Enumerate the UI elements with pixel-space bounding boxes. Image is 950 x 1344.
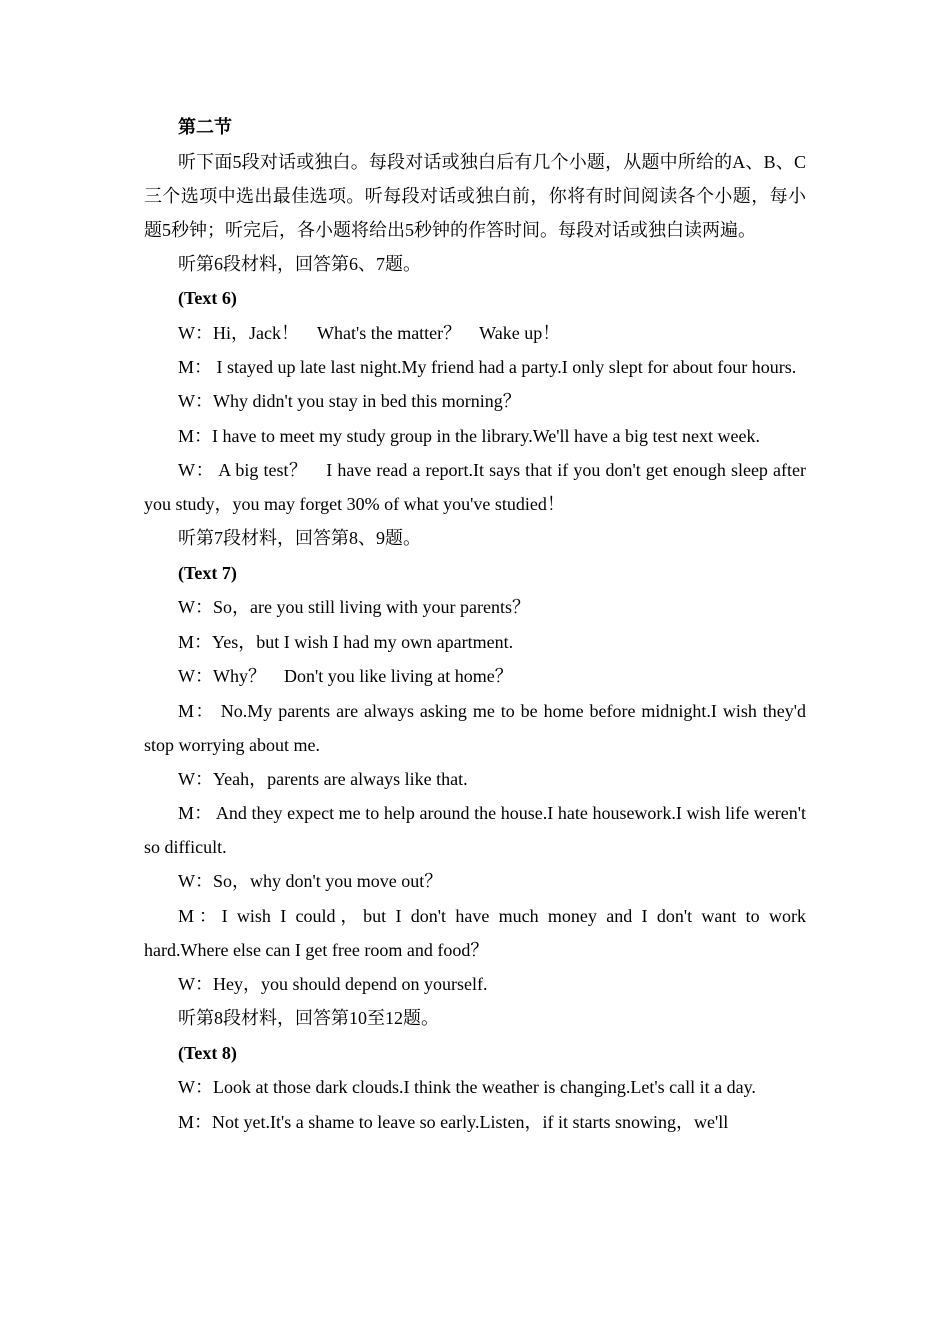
dialogue-line: W：Why didn't you stay in bed this morning？	[178, 391, 521, 411]
dialogue-line: W：So，why don't you move out？	[178, 871, 443, 891]
text-6-label: (Text 6)	[178, 288, 237, 308]
dialogue-line: M：I wish I could，but I don't have much money and I don't want to work hard.Where else can I get free room and food？	[144, 905, 806, 960]
section-heading: 第二节	[178, 117, 232, 137]
dialogue-line: M： No.My parents are always asking me to be home before midnight.I wish they'd stop worrying about me.	[144, 700, 806, 755]
text-8-label: (Text 8)	[178, 1042, 237, 1063]
dialogue-line: W：Hey，you should depend on yourself.	[178, 973, 488, 994]
instructions-paragraph: 听下面5段对话或独白。每段对话或独白后有几个小题，从题中所给的A、B、C三个选项中选出最佳选项。听每段对话或独白前，你将有时间阅读各个小题，每小题5秒钟；听完后，各小题将给出5秒钟的作答时间。每段对话或独白读两遍。	[144, 151, 806, 240]
text-7-label: (Text 7)	[178, 562, 237, 583]
dialogue-line: M：Yes，but I wish I had my own apartment.	[178, 631, 514, 652]
dialogue-line: W：Hi，Jack！ What's the matter？ Wake up！	[178, 322, 561, 343]
dialogue-line: W：So，are you still living with your parents？	[178, 597, 530, 617]
dialogue-line: W：Why？ Don't you like living at home？	[178, 666, 513, 686]
dialogue-line: W：Look at those dark clouds.I think the weather is changing.Let's call it a day.	[178, 1077, 756, 1097]
material-instruction-7: 听第7段材料，回答第8、9题。	[178, 528, 421, 548]
document-body	[144, 110, 806, 1139]
dialogue-line: W：Yeah，parents are always like that.	[178, 768, 468, 789]
dialogue-line: W： A big test？ I have read a report.It says that if you don't get enough sleep after you study，you may forget 30% of what you've studied！	[144, 460, 806, 514]
dialogue-line: M： I stayed up late last night.My friend had a party.I only slept for about four hours.	[178, 357, 797, 377]
dialogue-line: M：Not yet.It's a shame to leave so early.Listen，if it starts snowing，we'll	[178, 1111, 729, 1132]
dialogue-line: M： And they expect me to help around the house.I hate housework.I wish life weren't so difficult.	[144, 803, 806, 857]
material-instruction-8: 听第8段材料，回答第10至12题。	[178, 1008, 439, 1028]
dialogue-line: M：I have to meet my study group in the library.We'll have a big test next week.	[178, 425, 760, 446]
material-instruction-6: 听第6段材料，回答第6、7题。	[178, 253, 421, 274]
